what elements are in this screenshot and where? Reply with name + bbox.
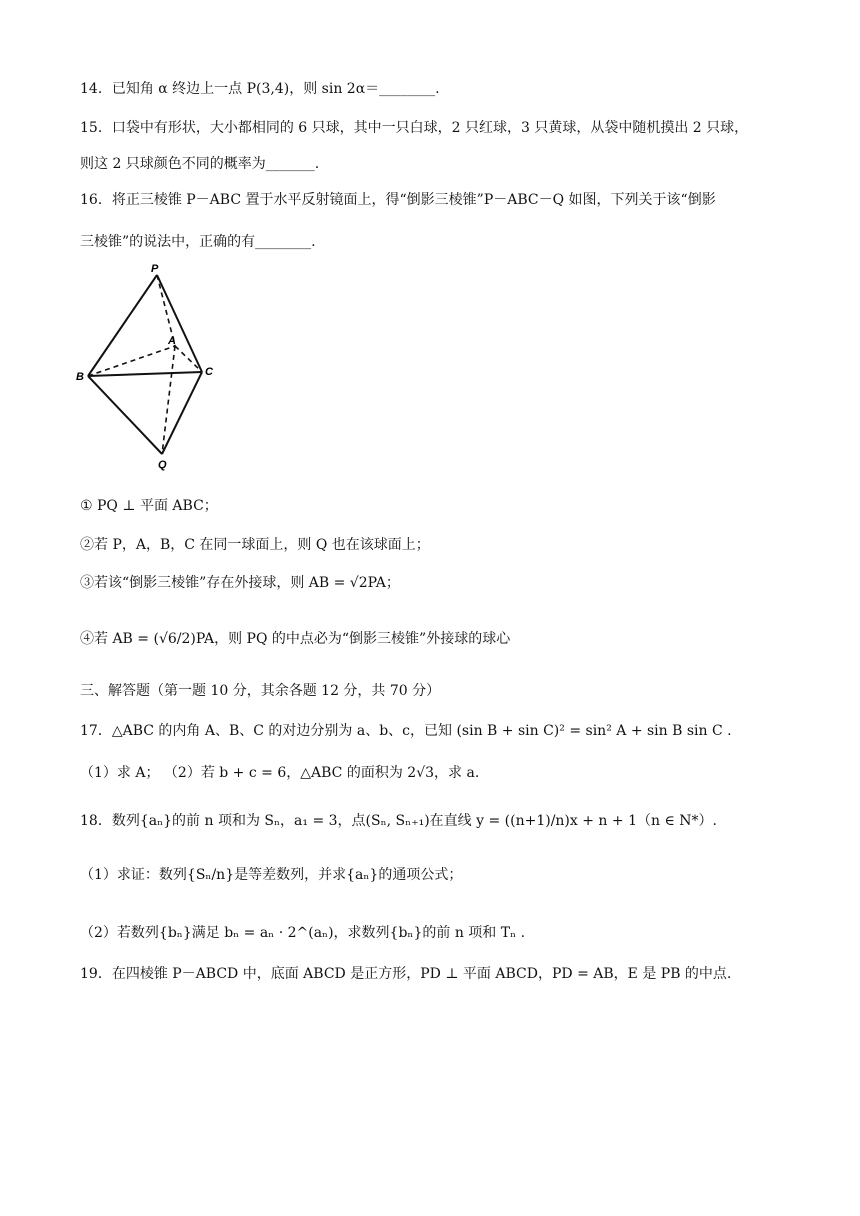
question-18-part2: （2）若数列{bₙ}满足 bₙ = aₙ · 2^(aₙ)，求数列{bₙ}的前 n 项和 Tₙ . [80, 925, 526, 941]
label-B: B [76, 371, 84, 383]
edge-BQ [88, 376, 162, 454]
label-A: A [168, 335, 176, 347]
question-15-line1: 15．口袋中有形状，大小都相同的 6 只球，其中一只白球，2 只红球，3 只黄球，从袋中随机摸出 2 只球， [80, 120, 749, 136]
label-Q: Q [158, 459, 167, 471]
edge-PC [157, 275, 202, 372]
question-18-part1: （1）求证：数列{Sₙ/n}是等差数列，并求{aₙ}的通项公式； [80, 867, 463, 883]
question-16-line2: 三棱锥”的说法中，正确的有________. [80, 234, 316, 250]
label-C: C [205, 366, 213, 378]
edge-PB [88, 275, 157, 376]
edge-AC [175, 346, 202, 372]
edge-AQ [162, 346, 175, 454]
pyramid-figure [70, 258, 230, 473]
question-17-parts: （1）求 A； （2）若 b + c = 6，△ABC 的面积为 2√3，求 a. [80, 765, 480, 781]
option-1: ① PQ ⊥ 平面 ABC； [80, 498, 218, 514]
option-2: ②若 P，A，B，C 在同一球面上，则 Q 也在该球面上； [80, 537, 430, 553]
edge-BC [88, 372, 202, 376]
question-14: 14．已知角 α 终边上一点 P(3,4)，则 sin 2α＝________. [80, 81, 440, 97]
section-3-heading: 三、解答题（第一题 10 分，其余各题 12 分，共 70 分） [80, 683, 441, 699]
question-15-line2: 则这 2 只球颜色不同的概率为_______. [80, 156, 320, 172]
reflection-pyramid-diagram [70, 258, 230, 473]
question-18: 18．数列{aₙ}的前 n 项和为 Sₙ，a₁ = 3，点(Sₙ, Sₙ₊₁)在直线 y = ((n+1)/n)x + n + 1（n ∈ N*）. [80, 813, 717, 829]
edge-BA [88, 346, 175, 376]
question-17: 17．△ABC 的内角 A、B、C 的对边分别为 a、b、c，已知 (sin B + sin C)² = sin² A + sin B sin C . [80, 723, 732, 739]
edge-CQ [162, 372, 202, 454]
question-19: 19．在四棱锥 P－ABCD 中，底面 ABCD 是正方形，PD ⊥ 平面 ABCD，PD = AB，E 是 PB 的中点. [80, 966, 732, 982]
label-P: P [151, 263, 159, 275]
question-16-line1: 16．将正三棱锥 P－ABC 置于水平反射镜面上，得“倒影三棱锥”P－ABC－Q 如图，下列关于该“倒影 [80, 192, 716, 208]
option-4: ④若 AB = (√6/2)PA，则 PQ 的中点必为“倒影三棱锥”外接球的球心 [80, 631, 511, 647]
option-3: ③若该“倒影三棱锥”存在外接球，则 AB = √2PA； [80, 575, 400, 591]
